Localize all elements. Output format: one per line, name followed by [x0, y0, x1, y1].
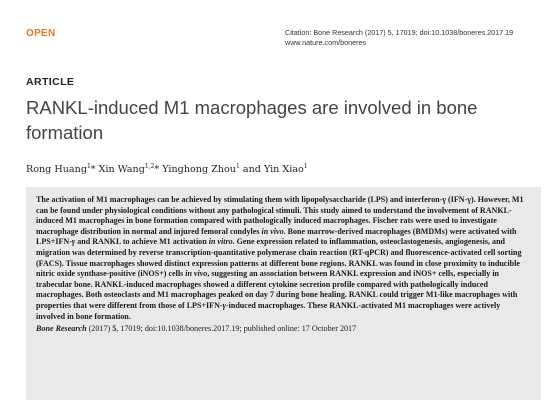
article-type-label: ARTICLE	[26, 76, 75, 88]
abstract-italic: γ	[222, 300, 226, 310]
author-conjunction: and	[242, 164, 261, 175]
abstract-box	[26, 187, 541, 400]
abstract-italic: γ	[71, 237, 76, 247]
article-title: RANKL-induced M1 macrophages are involved in bone formation	[26, 97, 478, 143]
abstract-italic: in vivo	[261, 226, 284, 236]
author-affiliation: 1	[86, 163, 91, 170]
author-equal-marker: *	[90, 164, 96, 175]
reference-journal: Bone Research	[36, 324, 87, 334]
author-affiliation: 1,2	[144, 163, 155, 170]
abstract-italic: in vivo	[185, 269, 208, 279]
reference-volume: 5	[112, 324, 117, 334]
reference-details: , 17019; doi:10.1038/boneres.2017.19; published online: 17 October 2017	[116, 324, 357, 334]
author-name: Xin Wang	[98, 164, 145, 175]
abstract-segment: . Bone marrow-derived macrophages (BMDMs) were activated with LPS+IFN-	[36, 226, 517, 247]
author-affiliation: 1	[235, 163, 240, 170]
abstract-segment: -induced macrophages. These RANKL-activated M1 macrophages were actively involved in bone formation.	[36, 300, 501, 321]
reference-line	[36, 323, 531, 334]
journal-url-link[interactable]: www.nature.com/boneres	[285, 38, 367, 47]
open-access-badge: OPEN	[26, 28, 56, 39]
reference-year: (2017)	[86, 324, 113, 334]
abstract-segment: , suggesting an association between RANKL expression and iNOS+ cells, especially in trabecular bone. RANKL-induced macrophages showed a different cytokine secretion profile compared with pathologically induced macrophages. Both osteoclasts and M1 macrophages peaked on day 7 during bone healing. RANKL could trigger M1-like macrophages with properties that were different from those of LPS+IFN-	[36, 269, 518, 310]
author-name: Yinghong Zhou	[162, 164, 236, 175]
author-name: Yin Xiao	[263, 164, 304, 175]
author-list	[26, 163, 526, 175]
author-equal-marker: *	[154, 164, 160, 175]
abstract-segment: The activation of M1 macrophages can be achieved by stimulating them with lipopolysaccharide (LPS) and interferon-γ (IFN-γ). However, M1 can be found under physiological conditions without any pathological stimuli. This study aimed to understand the involvement of RANKL-induced M1 macrophages in bone formation compared with pathologically induced macrophages. Fischer rats were used to investigate macrophage distribution in normal and injured femoral condyles	[36, 195, 524, 236]
author-affiliation: 1	[303, 163, 308, 170]
abstract-segment: and RANKL to achieve M1 activation	[75, 237, 207, 247]
citation-text: Citation: Bone Research (2017) 5, 17019; doi:10.1038/boneres.2017.19	[285, 28, 514, 37]
citation-block	[285, 28, 547, 48]
abstract-segment: . Gene expression related to inflammation, osteoclastogenesis, angiogenesis, and migration was determined by reverse transcription-quantitative polymerase chain reaction (RT-qPCR) and fluorescence-activated cell sorting (FACS). Tissue macrophages showed distinct expression patterns at different bone regions. RANKL was found in close proximity to inducible nitric oxide synthase-positive (iNOS+) cells	[36, 237, 522, 279]
abstract-text	[36, 195, 531, 322]
author-name: Rong Huang	[26, 164, 87, 175]
abstract-italic: in vitro	[208, 237, 233, 247]
